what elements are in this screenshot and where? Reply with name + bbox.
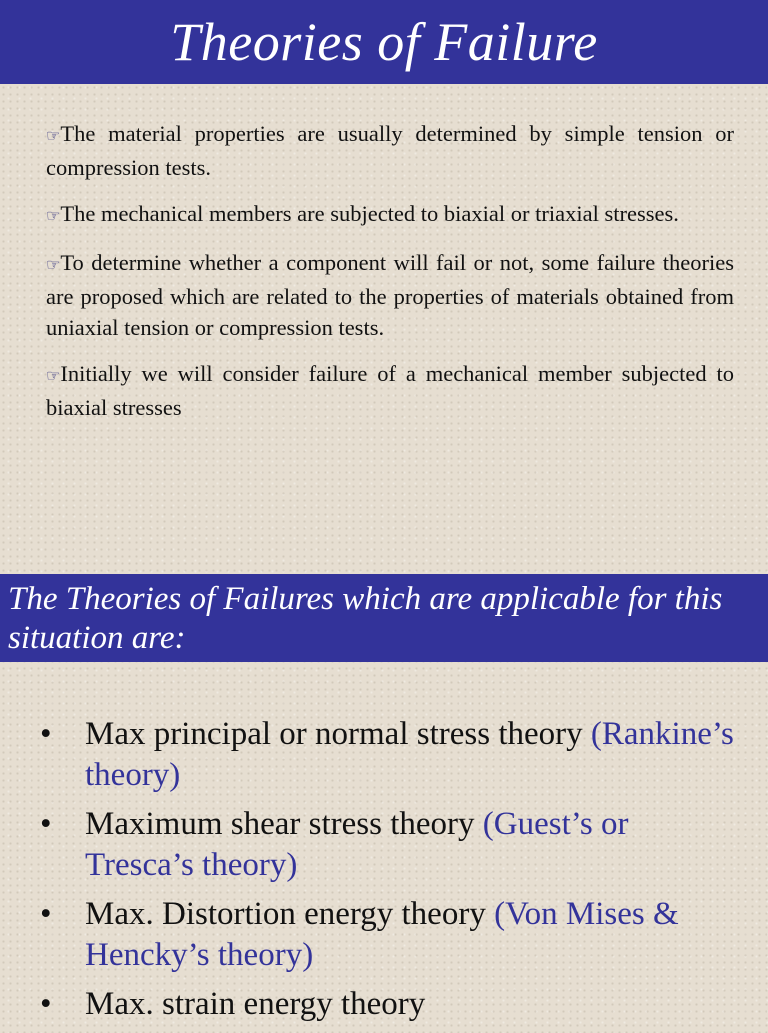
intro-bullet (46, 247, 734, 343)
list-item (40, 984, 740, 1025)
intro-bullet-text: The material properties are usually determined by simple tension or compression tests. (46, 121, 734, 180)
theory-name: Maximum shear stress theory (85, 806, 475, 842)
theories-list (40, 714, 740, 1033)
theory-name: Max principal or normal stress theory (85, 716, 583, 752)
theory-alias: (Guest’s or Tresca’s theory) (85, 806, 629, 883)
intro-bullets (46, 118, 734, 438)
intro-bullet-text: The mechanical members are subjected to biaxial or triaxial stresses. (60, 201, 679, 226)
theory-alias: (Rankine’s theory) (85, 716, 734, 793)
bullet-dot-icon: • (40, 986, 52, 1022)
intro-bullet (46, 358, 734, 423)
list-item (40, 714, 740, 796)
intro-bullet (46, 198, 734, 232)
bullet-dot-icon: • (40, 896, 52, 932)
bullet-dot-icon: • (40, 806, 52, 842)
pointing-hand-icon: ☞ (46, 368, 61, 385)
list-item (40, 804, 740, 886)
pointing-hand-icon: ☞ (46, 208, 61, 225)
intro-bullet (46, 118, 734, 183)
page-title: Theories of Failure (170, 12, 598, 72)
bullet-dot-icon: • (40, 716, 52, 752)
list-item (40, 894, 740, 976)
title-banner (0, 0, 768, 84)
section-subtitle: The Theories of Failures which are applicable for this situation are: (8, 581, 723, 656)
subtitle-banner (0, 574, 768, 662)
intro-bullet-text: To determine whether a component will fail or not, some failure theories are proposed which are related to the properties of materials obtained from uniaxial tension or compression tests. (46, 250, 734, 340)
pointing-hand-icon: ☞ (46, 128, 61, 145)
intro-bullet-text: Initially we will consider failure of a mechanical member subjected to biaxial stresses (46, 361, 734, 420)
theory-alias: (Von Mises & Hencky’s theory) (85, 896, 679, 973)
theory-name: Max. strain energy theory (85, 986, 426, 1022)
pointing-hand-icon: ☞ (46, 257, 61, 274)
theory-name: Max. Distortion energy theory (85, 896, 486, 932)
